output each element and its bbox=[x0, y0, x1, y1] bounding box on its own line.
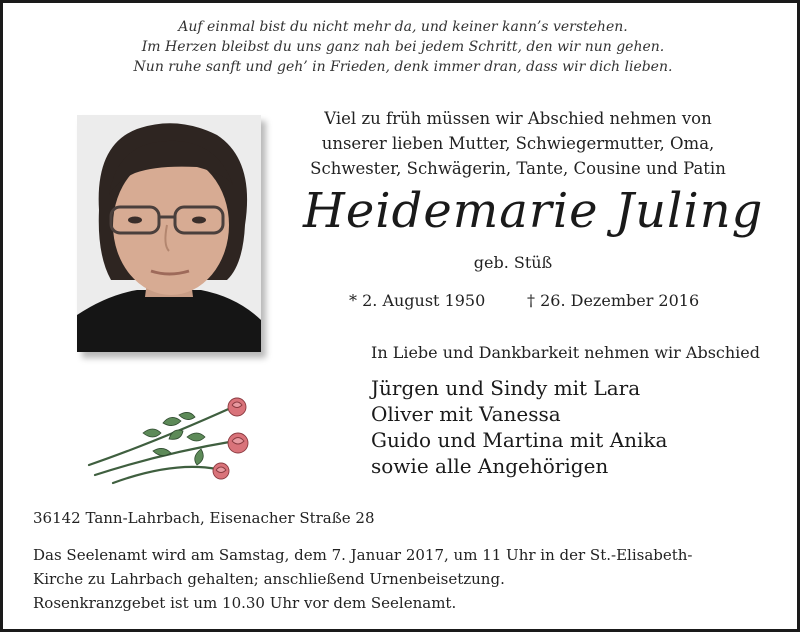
poem-line: Im Herzen bleibst du uns ganz nah bei jedem Schritt, den wir nun gehen. bbox=[141, 39, 665, 55]
roses-icon bbox=[83, 393, 263, 493]
intro-line: Viel zu früh müssen wir Abschied nehmen von bbox=[324, 109, 712, 128]
mourner-line: Oliver mit Vanessa bbox=[371, 402, 561, 426]
notice-line: Kirche zu Lahrbach gehalten; anschließend Urnenbeisetzung. bbox=[33, 570, 505, 588]
birth-date: * 2. August 1950 bbox=[349, 291, 486, 310]
notice-line: Das Seelenamt wird am Samstag, dem 7. Januar 2017, um 11 Uhr in der St.-Elisabeth- bbox=[33, 546, 693, 564]
mourners-list bbox=[371, 375, 667, 479]
service-notice bbox=[33, 543, 773, 615]
intro-text bbox=[303, 106, 733, 181]
poem-line: Nun ruhe sanft und geh’ in Frieden, denk immer dran, dass wir dich lieben. bbox=[133, 59, 673, 75]
intro-line: unserer lieben Mutter, Schwiegermutter, Oma, bbox=[321, 134, 715, 153]
poem-line: Auf einmal bist du nicht mehr da, und keiner kann’s verstehen. bbox=[178, 19, 628, 35]
mourner-line: Jürgen und Sindy mit Lara bbox=[371, 376, 641, 400]
notice-line: Rosenkranzgebet ist um 10.30 Uhr vor dem Seelenamt. bbox=[33, 594, 457, 612]
portrait-photo bbox=[77, 115, 261, 352]
portrait-illustration bbox=[77, 115, 261, 352]
address: 36142 Tann-Lahrbach, Eisenacher Straße 28 bbox=[33, 509, 375, 527]
deceased-name: Heidemarie Juling bbox=[303, 183, 764, 239]
intro-line: Schwester, Schwägerin, Tante, Cousine und Patin bbox=[310, 159, 726, 178]
death-date: † 26. Dezember 2016 bbox=[527, 291, 700, 310]
birth-name: geb. Stüß bbox=[473, 253, 553, 272]
mourner-line: sowie alle Angehörigen bbox=[371, 454, 609, 478]
mourner-line: Guido und Martina mit Anika bbox=[371, 428, 668, 452]
poem bbox=[43, 17, 763, 77]
farewell-line: In Liebe und Dankbarkeit nehmen wir Abschied bbox=[371, 343, 761, 362]
